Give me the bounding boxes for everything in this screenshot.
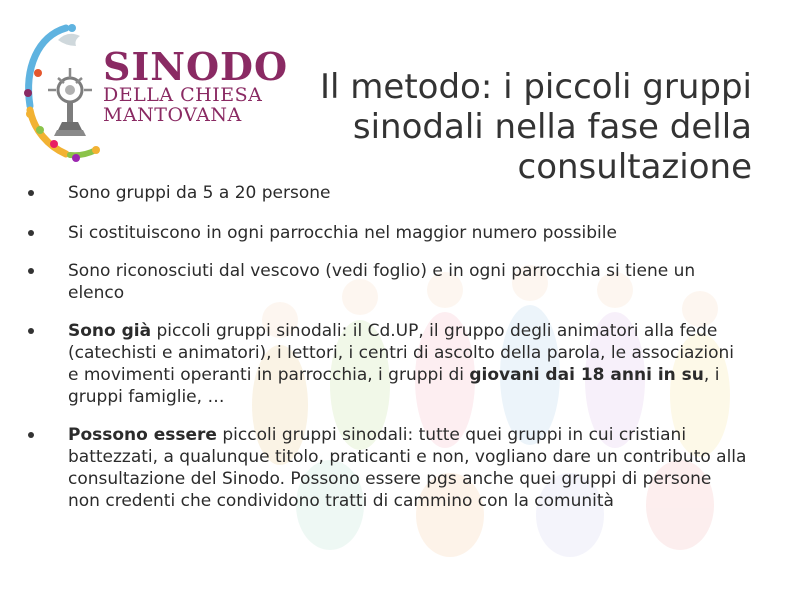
slide-title — [282, 67, 752, 187]
logo-subtitle-2: MANTOVANA — [103, 104, 242, 126]
bullet-item-constitution — [28, 222, 748, 244]
bullet-item-recognition — [28, 260, 748, 304]
bullet-dot-icon — [28, 328, 34, 334]
bullet-text: piccoli gruppi sinodali: tutte quei gruppi in cui cristiani battezzati, a qualunque titolo, praticanti e non, vogliano dare un contributo alla consultazione del Sinodo. Possono essere pgs anche quei gruppi di persone non credenti che condividono tratti di cammino con la comunità — [68, 425, 747, 511]
bullet-bold-lead: Possono essere — [68, 425, 217, 445]
bullet-bold-lead: Sono già — [68, 321, 152, 341]
bullet-text: Si costituiscono in ogni parrocchia nel maggior numero possibile — [68, 223, 617, 243]
bullet-dot-icon — [28, 230, 34, 236]
bullet-item-possible-groups — [28, 424, 748, 512]
title-line-3: consultazione — [517, 146, 752, 187]
bullet-dot-icon — [28, 432, 34, 438]
bullet-bold-youth: giovani dai 18 anni in su — [469, 365, 704, 385]
monstrance-emblem-icon — [18, 18, 108, 168]
bullet-text: piccoli gruppi sinodali: il Cd.UP, il gruppo degli animatori alla fede (catechisti e animatori), i lettori, i centri di ascolto della parola, le associazioni e movimenti operanti in parrocchia, i gruppi di — [68, 321, 735, 385]
bullet-text-tail: , i gruppi famiglie, … — [68, 365, 720, 407]
logo-title: SINODO — [103, 44, 289, 89]
title-line-1: Il metodo: i piccoli gruppi — [320, 66, 752, 107]
bullet-dot-icon — [28, 190, 34, 196]
bullet-dot-icon — [28, 268, 34, 274]
bullet-item-existing-groups — [28, 320, 748, 408]
title-line-2: sinodali nella fase della — [352, 106, 752, 147]
bullet-text: Sono riconosciuti dal vescovo (vedi foglio) e in ogni parrocchia si tiene un elenco — [68, 261, 696, 303]
sinodo-logo — [18, 18, 289, 168]
bullet-list — [28, 182, 748, 512]
bullet-item-group-size — [28, 182, 748, 204]
logo-subtitle-1: DELLA CHIESA — [103, 84, 263, 106]
bullet-text: Sono gruppi da 5 a 20 persone — [68, 183, 331, 203]
